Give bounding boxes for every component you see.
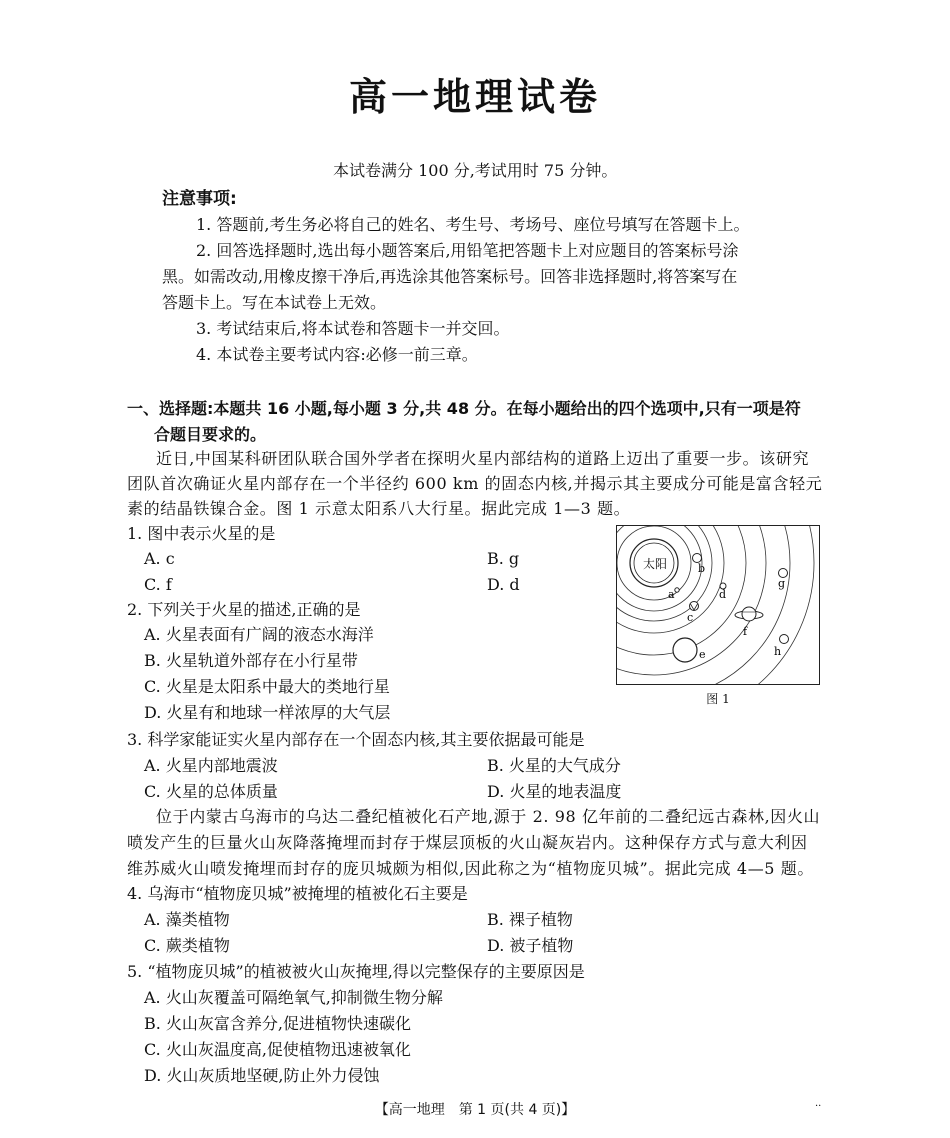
q3-stem: 3. 科学家能证实火星内部存在一个固态内核,其主要依据最可能是 xyxy=(127,730,585,749)
q2-stem: 2. 下列关于火星的描述,正确的是 xyxy=(127,600,361,619)
q3-option-b: B. 火星的大气成分 xyxy=(487,756,621,775)
q5-option-c: C. 火山灰温度高,促使植物迅速被氧化 xyxy=(144,1040,411,1059)
q1-option-a: A. c xyxy=(144,549,175,568)
planet-d-label: d xyxy=(719,588,727,601)
q5-option-d: D. 火山灰质地坚硬,防止外力侵蚀 xyxy=(144,1066,380,1085)
footer-mark: ·· xyxy=(815,1101,822,1112)
planet-e-label: e xyxy=(699,648,706,661)
notice-item-2-line-2: 黑。如需改动,用橡皮擦干净后,再选涂其他答案标号。回答非选择题时,将答案写在 xyxy=(162,267,738,286)
q2-option-b: B. 火星轨道外部存在小行星带 xyxy=(144,651,358,670)
planet-h-label: h xyxy=(774,645,782,658)
orbit-5 xyxy=(617,526,746,655)
notice-item-4: 4. 本试卷主要考试内容:必修一前三章。 xyxy=(196,345,478,364)
passage-2-line-3: 维苏威火山喷发掩埋而封存的庞贝城颇为相似,因此称之为“植物庞贝城”。据此完成 4—5 题。 xyxy=(127,859,814,878)
planet-f xyxy=(742,607,756,621)
figure-caption: 图 1 xyxy=(706,692,730,706)
passage-2-line-1: 位于内蒙古乌海市的乌达二叠纪植被化石产地,源于 2. 98 亿年前的二叠纪远古森林,因火山 xyxy=(156,807,821,826)
passage-1-line-1: 近日,中国某科研团队联合国外学者在探明火星内部结构的道路上迈出了重要一步。该研究 xyxy=(156,449,810,468)
q4-option-c: C. 蕨类植物 xyxy=(144,936,230,955)
planet-f-label: f xyxy=(743,625,748,638)
notice-heading: 注意事项: xyxy=(162,189,237,209)
q1-option-d: D. d xyxy=(487,575,520,594)
q3-option-d: D. 火星的地表温度 xyxy=(487,782,622,801)
page-footer: 【高一地理 第 1 页(共 4 页)】 xyxy=(374,1102,576,1118)
q2-option-d: D. 火星有和地球一样浓厚的大气层 xyxy=(144,703,391,722)
q1-stem: 1. 图中表示火星的是 xyxy=(127,524,276,543)
q2-option-a: A. 火星表面有广阔的液态水海洋 xyxy=(144,625,374,644)
solar-system-diagram xyxy=(617,526,820,685)
q1-option-b: B. g xyxy=(487,549,520,568)
exam-intro: 本试卷满分 100 分,考试用时 75 分钟。 xyxy=(333,161,618,180)
planet-a xyxy=(675,588,679,592)
q4-option-a: A. 藻类植物 xyxy=(144,910,230,929)
q4-option-b: B. 裸子植物 xyxy=(487,910,573,929)
notice-item-2-line-1: 2. 回答选择题时,选出每小题答案后,用铅笔把答题卡上对应题目的答案标号涂 xyxy=(196,241,739,260)
notice-item-3: 3. 考试结束后,将本试卷和答题卡一并交回。 xyxy=(196,319,510,338)
q5-option-b: B. 火山灰富含养分,促进植物快速碳化 xyxy=(144,1014,412,1033)
passage-1-line-2: 团队首次确证火星内部存在一个半径约 600 km 的固态内核,并揭示其主要成分可能是富含轻元 xyxy=(127,474,823,493)
notice-item-2-line-3: 答题卡上。写在本试卷上无效。 xyxy=(162,293,387,312)
planet-a-label: a xyxy=(668,588,675,601)
section-heading-line-2: 合题目要求的。 xyxy=(154,425,267,444)
sun-label: 太阳 xyxy=(643,557,668,571)
planet-c-label: c xyxy=(687,611,694,624)
section-heading-line-1: 一、选择题:本题共 16 小题,每小题 3 分,共 48 分。在每小题给出的四个选项中,只有一项是符 xyxy=(127,399,801,418)
q5-option-a: A. 火山灰覆盖可隔绝氧气,抑制微生物分解 xyxy=(144,988,443,1007)
passage-1-line-3: 素的结晶铁镍合金。图 1 示意太阳系八大行星。据此完成 1—3 题。 xyxy=(127,499,631,518)
planet-e xyxy=(673,638,697,662)
page-title: 高一地理试卷 xyxy=(348,75,601,119)
notice-item-1: 1. 答题前,考生务必将自己的姓名、考生号、考场号、座位号填写在答题卡上。 xyxy=(196,215,750,234)
q5-stem: 5. “植物庞贝城”的植被被火山灰掩埋,得以完整保存的主要原因是 xyxy=(127,962,585,981)
q3-option-a: A. 火星内部地震波 xyxy=(144,756,278,775)
planet-b-label: b xyxy=(698,562,706,575)
planet-g-label: g xyxy=(778,577,786,590)
q2-option-c: C. 火星是太阳系中最大的类地行星 xyxy=(144,677,390,696)
planet-h xyxy=(780,635,789,644)
q3-option-c: C. 火星的总体质量 xyxy=(144,782,278,801)
q4-stem: 4. 乌海市“植物庞贝城”被掩埋的植被化石主要是 xyxy=(127,884,468,903)
q4-option-d: D. 被子植物 xyxy=(487,936,574,955)
planet-c xyxy=(690,602,699,611)
solar-system-figure xyxy=(616,525,820,685)
q1-option-c: C. f xyxy=(144,575,172,594)
passage-2-line-2: 喷发产生的巨量火山灰降落掩埋而封存于煤层顶板的火山凝灰岩内。这种保存方式与意大利因 xyxy=(127,833,808,852)
